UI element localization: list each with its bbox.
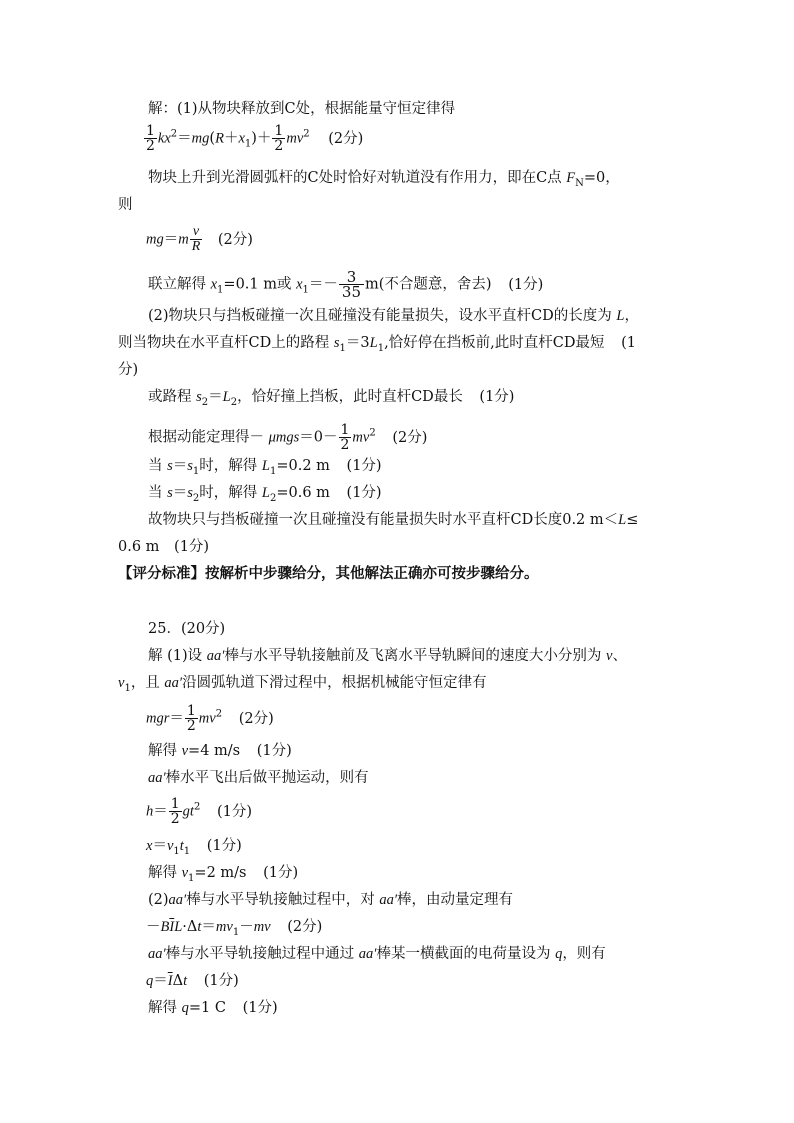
score-label: (2分)	[287, 919, 323, 935]
text: 棒某一横截面的电荷量设为	[376, 946, 551, 962]
text: 棒与水平导轨接触过程中，对	[186, 892, 375, 908]
text: 时，解得	[199, 458, 258, 474]
p25-equation-charge: $q=\overline{I}\Delta t$ (1分)	[146, 973, 239, 989]
text: 当	[148, 485, 163, 501]
score-label: (1分)	[508, 276, 544, 293]
text: 则	[118, 197, 133, 213]
text: 物块上升到光滑圆弧杆的C处时恰好对轨道没有作用力，即在C点	[148, 170, 562, 186]
score-label: (1分)	[216, 803, 252, 820]
text: 故物块只与挡板碰撞一次且碰撞没有能量损失时水平直杆CD长度0.2 m＜	[148, 512, 619, 528]
sol1-line3: 物块上升到光滑圆弧杆的C处时恰好对轨道没有作用力，即在C点 $F_N=0$，	[148, 170, 620, 189]
p25-equation-fall: h＝ $\frac{1}{2}$ $gt^2$ (1分)	[146, 796, 252, 827]
p25-line2: $v_1$，且 aa′沿圆弧轨道下滑过程中，根据机械能守恒定律有	[118, 675, 487, 694]
text: =0，	[583, 170, 620, 186]
p25-line13: 解得 q=1 C (1分)	[148, 1000, 278, 1016]
text: 根据动能定理得－	[148, 429, 264, 446]
text: 解得	[148, 1000, 177, 1016]
sol1-line11: 根据动能定理得－ μmgs＝0－ $\frac{1}{2}$ $mv^2$ (2分)	[148, 422, 428, 453]
fraction: $\frac{1}{2}$	[186, 703, 196, 734]
sol1-line13: 当 $s=s_2$时，解得 $L_2=0.6$ m (1分)	[148, 485, 382, 504]
text: 则当物块在水平直杆CD上的路程	[118, 335, 330, 351]
score-label: (2分)	[238, 710, 274, 727]
sol1-line9	[118, 361, 138, 379]
text: 【评分标准】按解析中步骤给分，其他解法正确亦可按步骤给分。	[118, 566, 539, 582]
fraction: $\frac{1}{2}$	[170, 796, 180, 827]
grading-criteria	[118, 565, 539, 583]
sol1-line12: 当 $s=s_1$时，解得 $L_1=0.2$ m (1分)	[148, 458, 382, 477]
p25-line5: aa′棒水平飞出后做平抛运动，则有	[148, 770, 369, 786]
text: (2)	[148, 892, 169, 908]
score-label: (2分)	[328, 130, 364, 147]
score-label: (1分)	[263, 865, 299, 881]
text: 当	[148, 458, 163, 474]
text: =0.1 m或	[223, 276, 292, 293]
p25-equation-energy: mgr＝ $\frac{1}{2}$ $mv^2$ (2分)	[146, 703, 274, 734]
text: 分)	[118, 362, 139, 378]
sol1-line4	[118, 196, 133, 214]
sol1-line15	[118, 538, 209, 556]
text: 解：(1)从物块释放到C处，根据能量守恒定律得	[148, 101, 456, 117]
text: 棒与水平导轨接触过程中通过	[165, 946, 355, 962]
text: 棒水平飞出后做平抛运动，则有	[165, 770, 369, 786]
text: (2)物块只与挡板碰撞一次且碰撞没有能量损失，设水平直杆CD的长度为	[148, 308, 612, 324]
text: ,恰好停在挡板前,此时直杆CD最短	[384, 335, 605, 351]
score-label: (1	[621, 335, 636, 351]
fraction: $\frac{1}{2}$	[146, 123, 155, 154]
text: ，恰好撞上挡板，此时直杆CD最长	[237, 389, 463, 405]
text: 联立解得	[148, 276, 206, 293]
p25-line9: (2)aa′棒与水平导轨接触过程中，对 aa′棒，由动量定理有	[148, 892, 513, 908]
text: =0.6 m	[276, 485, 330, 501]
text: =2 m/s	[194, 865, 247, 881]
p25-line1: 解 (1)设 aa′棒与水平导轨接触前及飞离水平导轨瞬间的速度大小分别为 v、	[148, 648, 627, 664]
fraction: $\frac{1}{2}$	[340, 422, 350, 453]
text: 棒与水平导轨接触前及飞离水平导轨瞬间的速度大小分别为	[224, 648, 602, 664]
text: =4 m/s	[188, 743, 241, 759]
p25-equation-distance: $x=v_1t_1$ (1分)	[146, 838, 242, 857]
sol1-equation-energy: $\frac{1}{2}$ $kx^2=mg(R+x_1)+$ $\frac{1}{2}$ $mv^2$ (2分)	[146, 123, 364, 154]
sol1-line10: 或路程 $s_2=L_2$，恰好撞上挡板，此时直杆CD最长 (1分)	[148, 389, 515, 408]
text: 解得	[148, 743, 177, 759]
text: 解得	[148, 865, 177, 881]
sol1-line1	[148, 100, 455, 118]
fraction: $\frac{3}{35}$	[339, 270, 364, 299]
text: =0.2 m	[276, 458, 330, 474]
text: 0.6 m	[118, 539, 160, 555]
score-label: (1分)	[479, 389, 515, 405]
text: 或路程	[148, 389, 192, 405]
text: 25．(20分)	[148, 621, 226, 637]
text: 沿圆弧轨道下滑过程中，根据机械能守恒定律有	[182, 675, 487, 691]
text: 解 (1)设	[148, 648, 203, 664]
score-label: (1分)	[203, 973, 239, 989]
score-label: (1分)	[174, 539, 210, 555]
p25-equation-momentum: $-B\overline{I}L\cdot\Delta t=mv_1-mv$ (2分)	[146, 919, 323, 938]
text: 棒，由动量定理有	[397, 892, 513, 908]
text: ≤	[626, 512, 639, 528]
score-label: (1分)	[242, 1000, 278, 1016]
p25-line4: 解得 v=4 m/s (1分)	[148, 743, 292, 759]
fraction: $\frac{1}{2}$	[274, 123, 284, 154]
sol1-line6: 联立解得 $x_1=0.1$ m或 $x_1=-$ $\frac{3}{35}$ m(不合题意，舍去) (1分)	[148, 268, 544, 301]
problem25-title	[148, 620, 225, 638]
text: =1 C	[188, 1000, 226, 1016]
fraction: $\frac{v}{R}$	[191, 224, 201, 254]
score-label: (2分)	[217, 231, 253, 248]
score-label: (1分)	[256, 743, 292, 759]
text: ，则有	[562, 946, 606, 962]
sol1-line8: 则当物块在水平直杆CD上的路程 $s_1=3L_1$,恰好停在挡板前,此时直杆CD最短 (1	[118, 335, 636, 354]
score-label: (2分)	[392, 429, 428, 446]
score-label: (1分)	[346, 485, 382, 501]
text: m(不合题意，舍去)	[365, 276, 492, 293]
text: ，且	[130, 675, 160, 691]
sol1-equation-centripetal: mg＝m $\frac{v}{R}$ (2分)	[146, 224, 253, 254]
p25-line8: 解得 $v_1=2$ m/s (1分)	[148, 865, 299, 884]
score-label: (1分)	[206, 838, 242, 854]
text: 时，解得	[199, 485, 258, 501]
sol1-line7: (2)物块只与挡板碰撞一次且碰撞没有能量损失，设水平直杆CD的长度为 L，	[148, 308, 639, 324]
p25-line11: aa′棒与水平导轨接触过程中通过 aa′棒某一横截面的电荷量设为 q，则有	[148, 946, 606, 962]
score-label: (1分)	[346, 458, 382, 474]
sol1-line14: 故物块只与挡板碰撞一次且碰撞没有能量损失时水平直杆CD长度0.2 m＜L≤	[148, 512, 639, 528]
